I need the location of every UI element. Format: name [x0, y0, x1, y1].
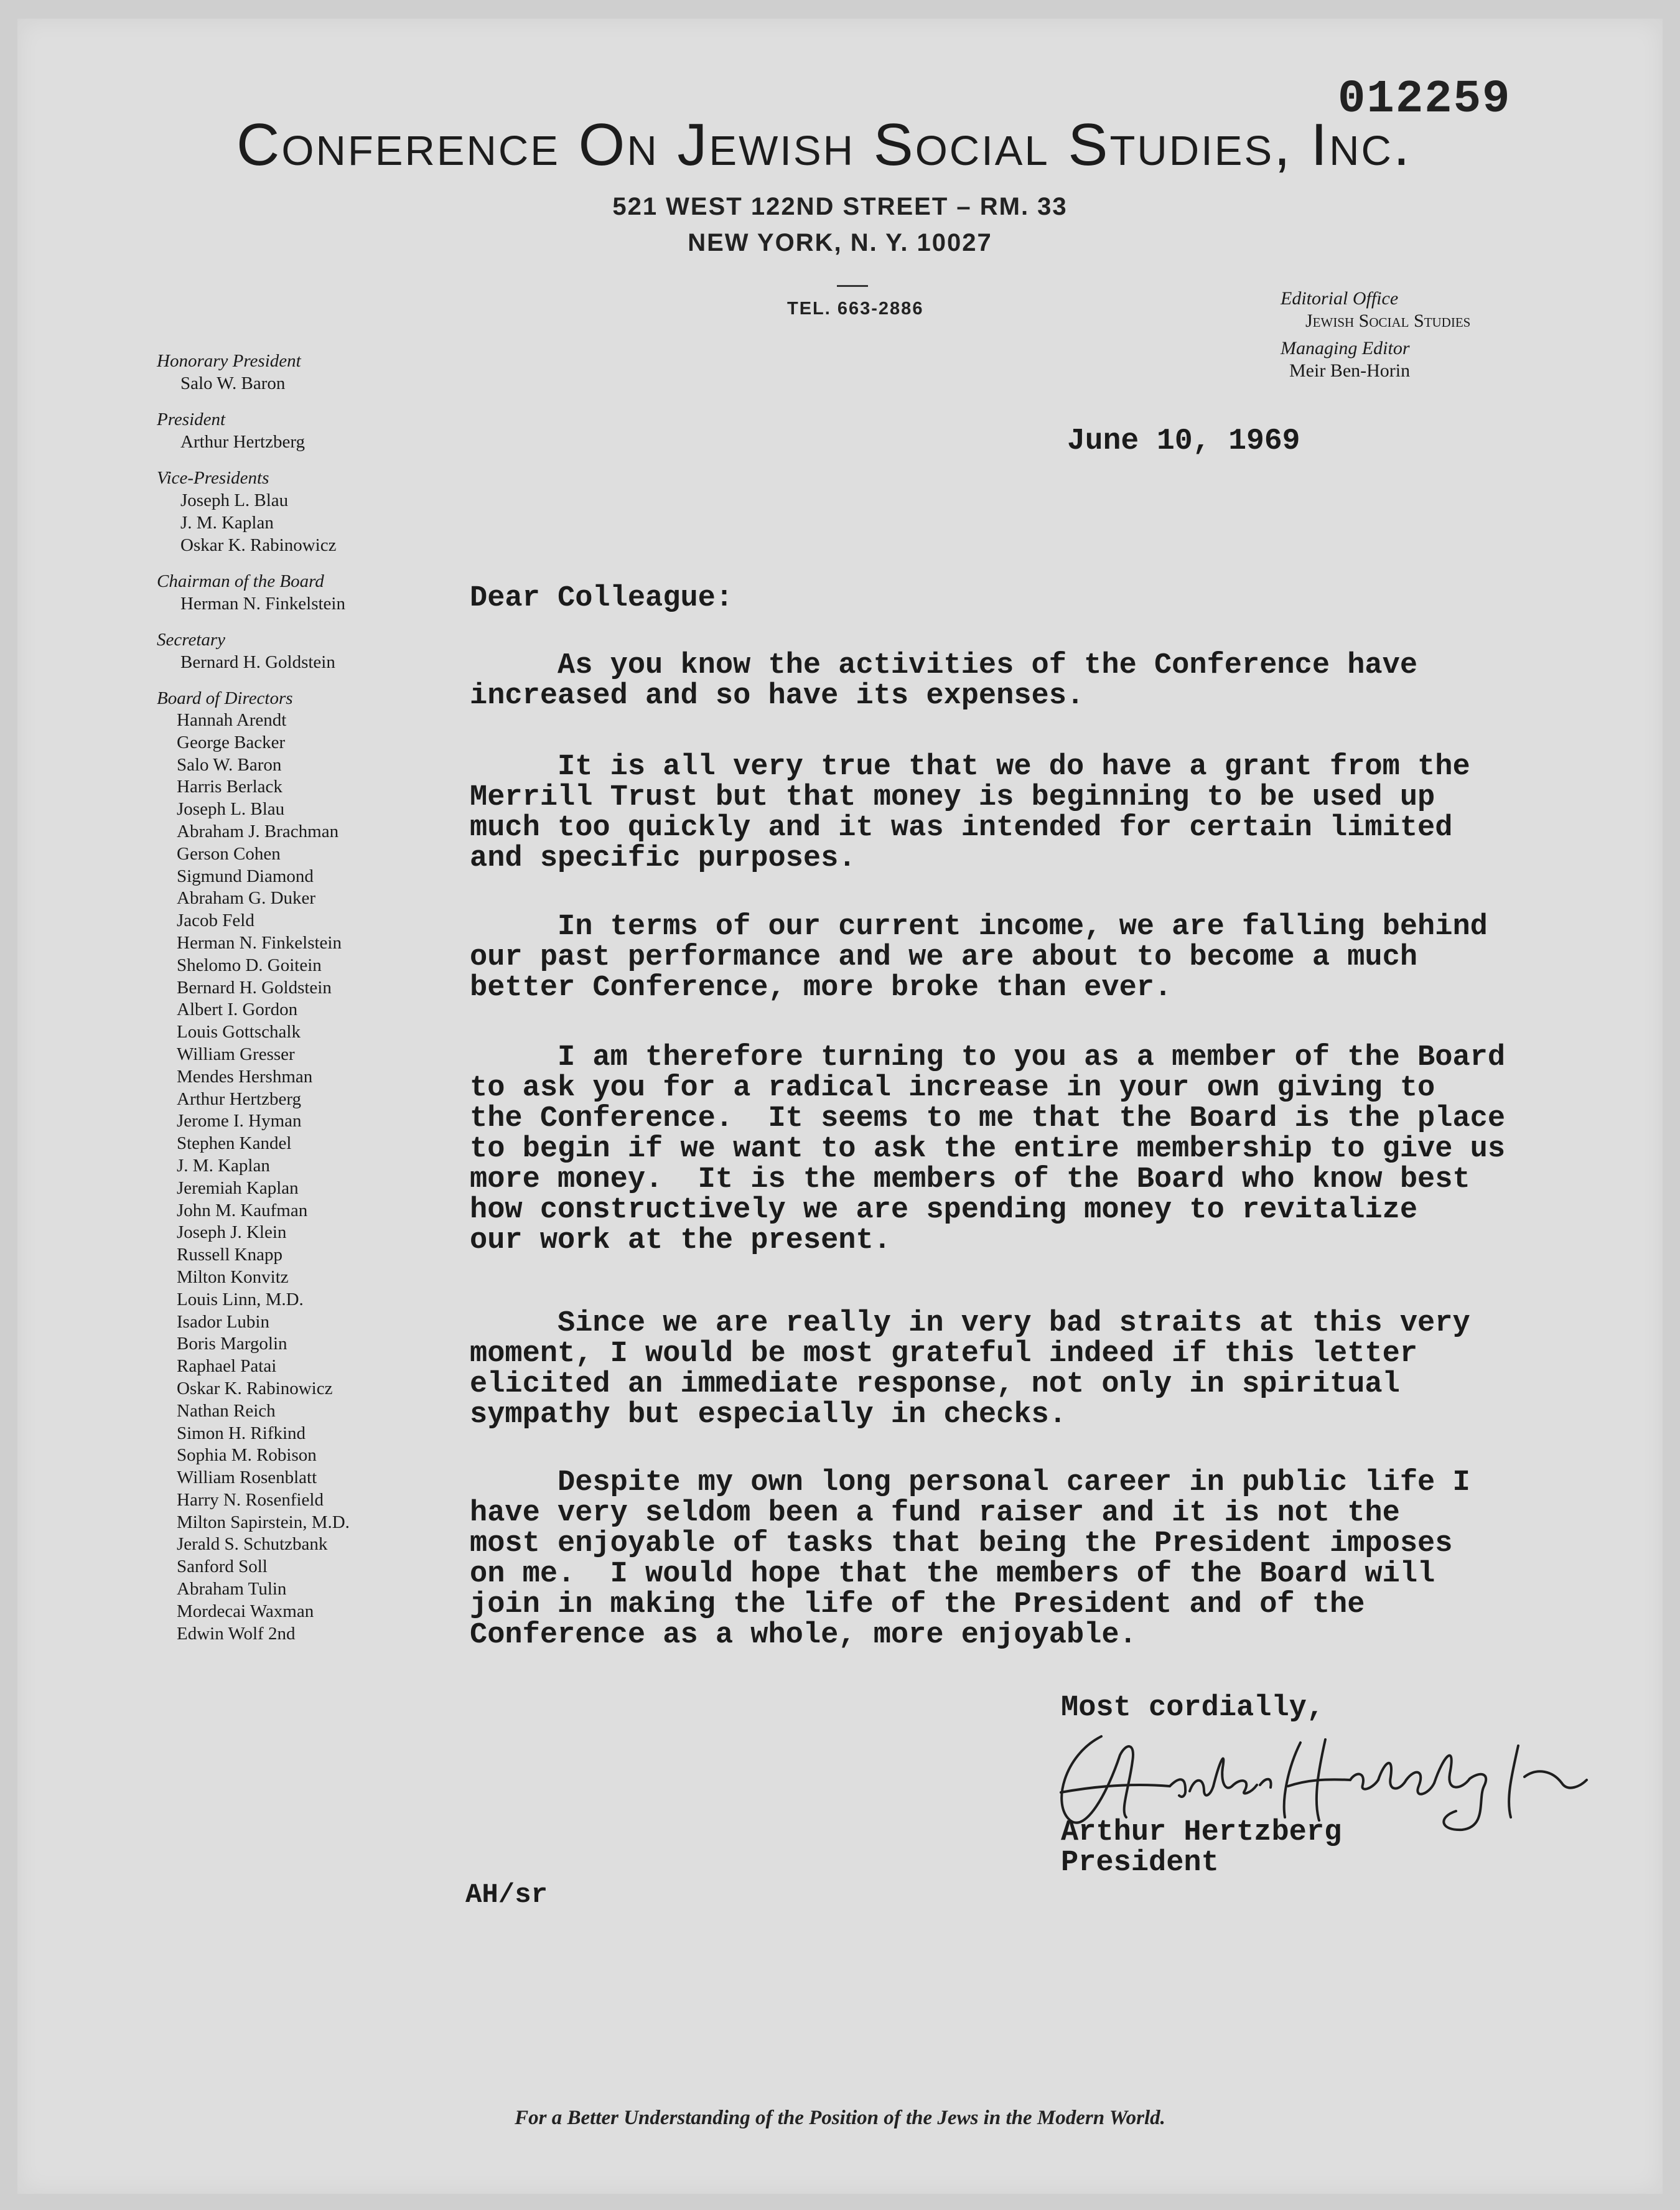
director-name: Abraham G. Duker	[177, 888, 316, 909]
director-name: John M. Kaufman	[177, 1200, 308, 1220]
director-name: Louis Gottschalk	[177, 1022, 301, 1042]
vice-presidents-group	[157, 467, 418, 556]
editorial-office-block	[1281, 288, 1470, 382]
director-name: Sigmund Diamond	[177, 866, 314, 886]
director-name: William Rosenblatt	[177, 1468, 317, 1488]
director-name: Milton Konvitz	[177, 1267, 289, 1287]
typist-initials: AH/sr	[465, 1880, 548, 1911]
officers-sidebar	[157, 350, 418, 1659]
director-name: Isador Lubin	[177, 1311, 269, 1332]
director-name: William Gresser	[177, 1044, 295, 1064]
secretary-name: Bernard H. Goldstein	[180, 652, 335, 672]
director-name: Abraham Tulin	[177, 1579, 287, 1599]
editorial-office-name: Jewish Social Studies	[1305, 311, 1471, 331]
footer-motto: For a Better Understanding of the Position of the Jews in the Modern World.	[515, 2107, 1165, 2129]
honorary-president-title: Honorary President	[157, 351, 301, 371]
paragraph-1: As you know the activities of the Conference have increased and so have its expenses.	[470, 649, 1418, 713]
director-name: Sophia M. Robison	[177, 1445, 317, 1466]
director-name: Arthur Hertzberg	[177, 1089, 301, 1109]
director-name: Mendes Hershman	[177, 1066, 313, 1087]
director-name: Joseph L. Blau	[177, 799, 285, 820]
paragraph-2: It is all very true that we do have a grant from the Merrill Trust but that money is beginning to be used up much too quickly and it was intended for certain limited and specific purposes.	[470, 751, 1470, 875]
signer-name: Arthur Hertzberg	[1061, 1816, 1342, 1849]
directors-group	[157, 687, 418, 1645]
director-name: Russell Knapp	[177, 1245, 282, 1265]
paragraph-4: I am therefore turning to you as a member of the Board to ask you for a radical increase in your own giving to the Conference. It seems to me that the Board is the place to begin if we want to ask the entire membership to give us more money. It is the members of the Board who know best how constructively we are spending money to revitalize our work at the present.	[470, 1041, 1506, 1257]
director-name: Raphael Patai	[177, 1356, 277, 1377]
paragraph-5: Since we are really in very bad straits at this very moment, I would be most grateful indeed if this letter elicited an immediate response, not only in spiritual sympathy but especially in checks.	[470, 1307, 1470, 1431]
director-name: Louis Linn, M.D.	[177, 1289, 304, 1309]
managing-editor-name: Meir Ben-Horin	[1289, 360, 1411, 381]
directors-list	[157, 709, 418, 1645]
salutation: Dear Colleague:	[470, 582, 734, 615]
director-name: Hannah Arendt	[177, 710, 287, 730]
vice-presidents-title: Vice-Presidents	[157, 468, 269, 488]
letter-date: June 10, 1969	[1067, 424, 1300, 458]
director-name: J. M. Kaplan	[177, 1155, 270, 1176]
director-name: Milton Sapirstein, M.D.	[177, 1512, 350, 1532]
address-line-2: NEW YORK, N. Y. 10027	[688, 229, 992, 256]
director-name: Herman N. Finkelstein	[177, 932, 342, 953]
document-number: 012259	[1338, 73, 1511, 126]
address-line-1: 521 WEST 122ND STREET – RM. 33	[612, 193, 1068, 220]
director-name: Albert I. Gordon	[177, 1000, 298, 1020]
paragraph-3: In terms of our current income, we are falling behind our past performance and we are about to become a much better Conference, more broke than ever.	[470, 911, 1488, 1004]
honorary-president-name: Salo W. Baron	[180, 373, 286, 393]
paragraph-6: Despite my own long personal career in public life I have very seldom been a fund raiser and it is not the most enjoyable of tasks that being the President imposes on me. I would hope that the members of the Board will join in making the life of the President and of the Conference as a whole, more enjoyable.	[470, 1466, 1470, 1652]
secretary-group	[157, 629, 418, 673]
director-name: Oskar K. Rabinowicz	[177, 1378, 333, 1398]
director-name: Gerson Cohen	[177, 843, 281, 864]
president-title: President	[157, 410, 226, 429]
header-divider	[837, 285, 868, 287]
director-name: Sanford Soll	[177, 1557, 268, 1577]
director-name: Jacob Feld	[177, 911, 254, 931]
director-name: Edwin Wolf 2nd	[177, 1623, 296, 1644]
honorary-president-group	[157, 350, 418, 395]
chairman-group	[157, 570, 418, 615]
president-group	[157, 408, 418, 453]
directors-title: Board of Directors	[157, 688, 293, 708]
director-name: Jeremiah Kaplan	[177, 1178, 299, 1198]
director-name: Stephen Kandel	[177, 1133, 292, 1154]
closing: Most cordially,	[1061, 1692, 1325, 1725]
director-name: Salo W. Baron	[177, 754, 282, 775]
director-name: Bernard H. Goldstein	[177, 977, 332, 998]
chairman-title: Chairman of the Board	[157, 571, 324, 591]
director-name: Shelomo D. Goitein	[177, 955, 322, 975]
director-name: Simon H. Rifkind	[177, 1423, 306, 1443]
director-name: Mordecai Waxman	[177, 1601, 314, 1621]
director-name: Harris Berlack	[177, 777, 282, 797]
managing-editor-title: Managing Editor	[1281, 338, 1410, 358]
organization-name: Conference On Jewish Social Studies, Inc.	[236, 111, 1412, 178]
chairman-name: Herman N. Finkelstein	[180, 594, 345, 614]
director-name: Boris Margolin	[177, 1334, 287, 1354]
director-name: Nathan Reich	[177, 1400, 276, 1421]
director-name: Jerome I. Hyman	[177, 1111, 302, 1131]
president-name: Arthur Hertzberg	[180, 432, 305, 452]
secretary-title: Secretary	[157, 630, 226, 650]
editorial-office-title: Editorial Office	[1281, 288, 1399, 309]
director-name: Abraham J. Brachman	[177, 821, 339, 841]
signer-block	[1061, 1817, 1342, 1878]
telephone: TEL. 663-2886	[787, 299, 924, 319]
signer-title: President	[1061, 1847, 1219, 1880]
vice-president-name: Oskar K. Rabinowicz	[180, 535, 337, 555]
vice-president-name: Joseph L. Blau	[180, 490, 289, 510]
director-name: George Backer	[177, 732, 286, 752]
vice-president-name: J. M. Kaplan	[180, 513, 274, 533]
director-name: Jerald S. Schutzbank	[177, 1534, 328, 1555]
director-name: Harry N. Rosenfield	[177, 1489, 324, 1510]
director-name: Joseph J. Klein	[177, 1222, 287, 1243]
